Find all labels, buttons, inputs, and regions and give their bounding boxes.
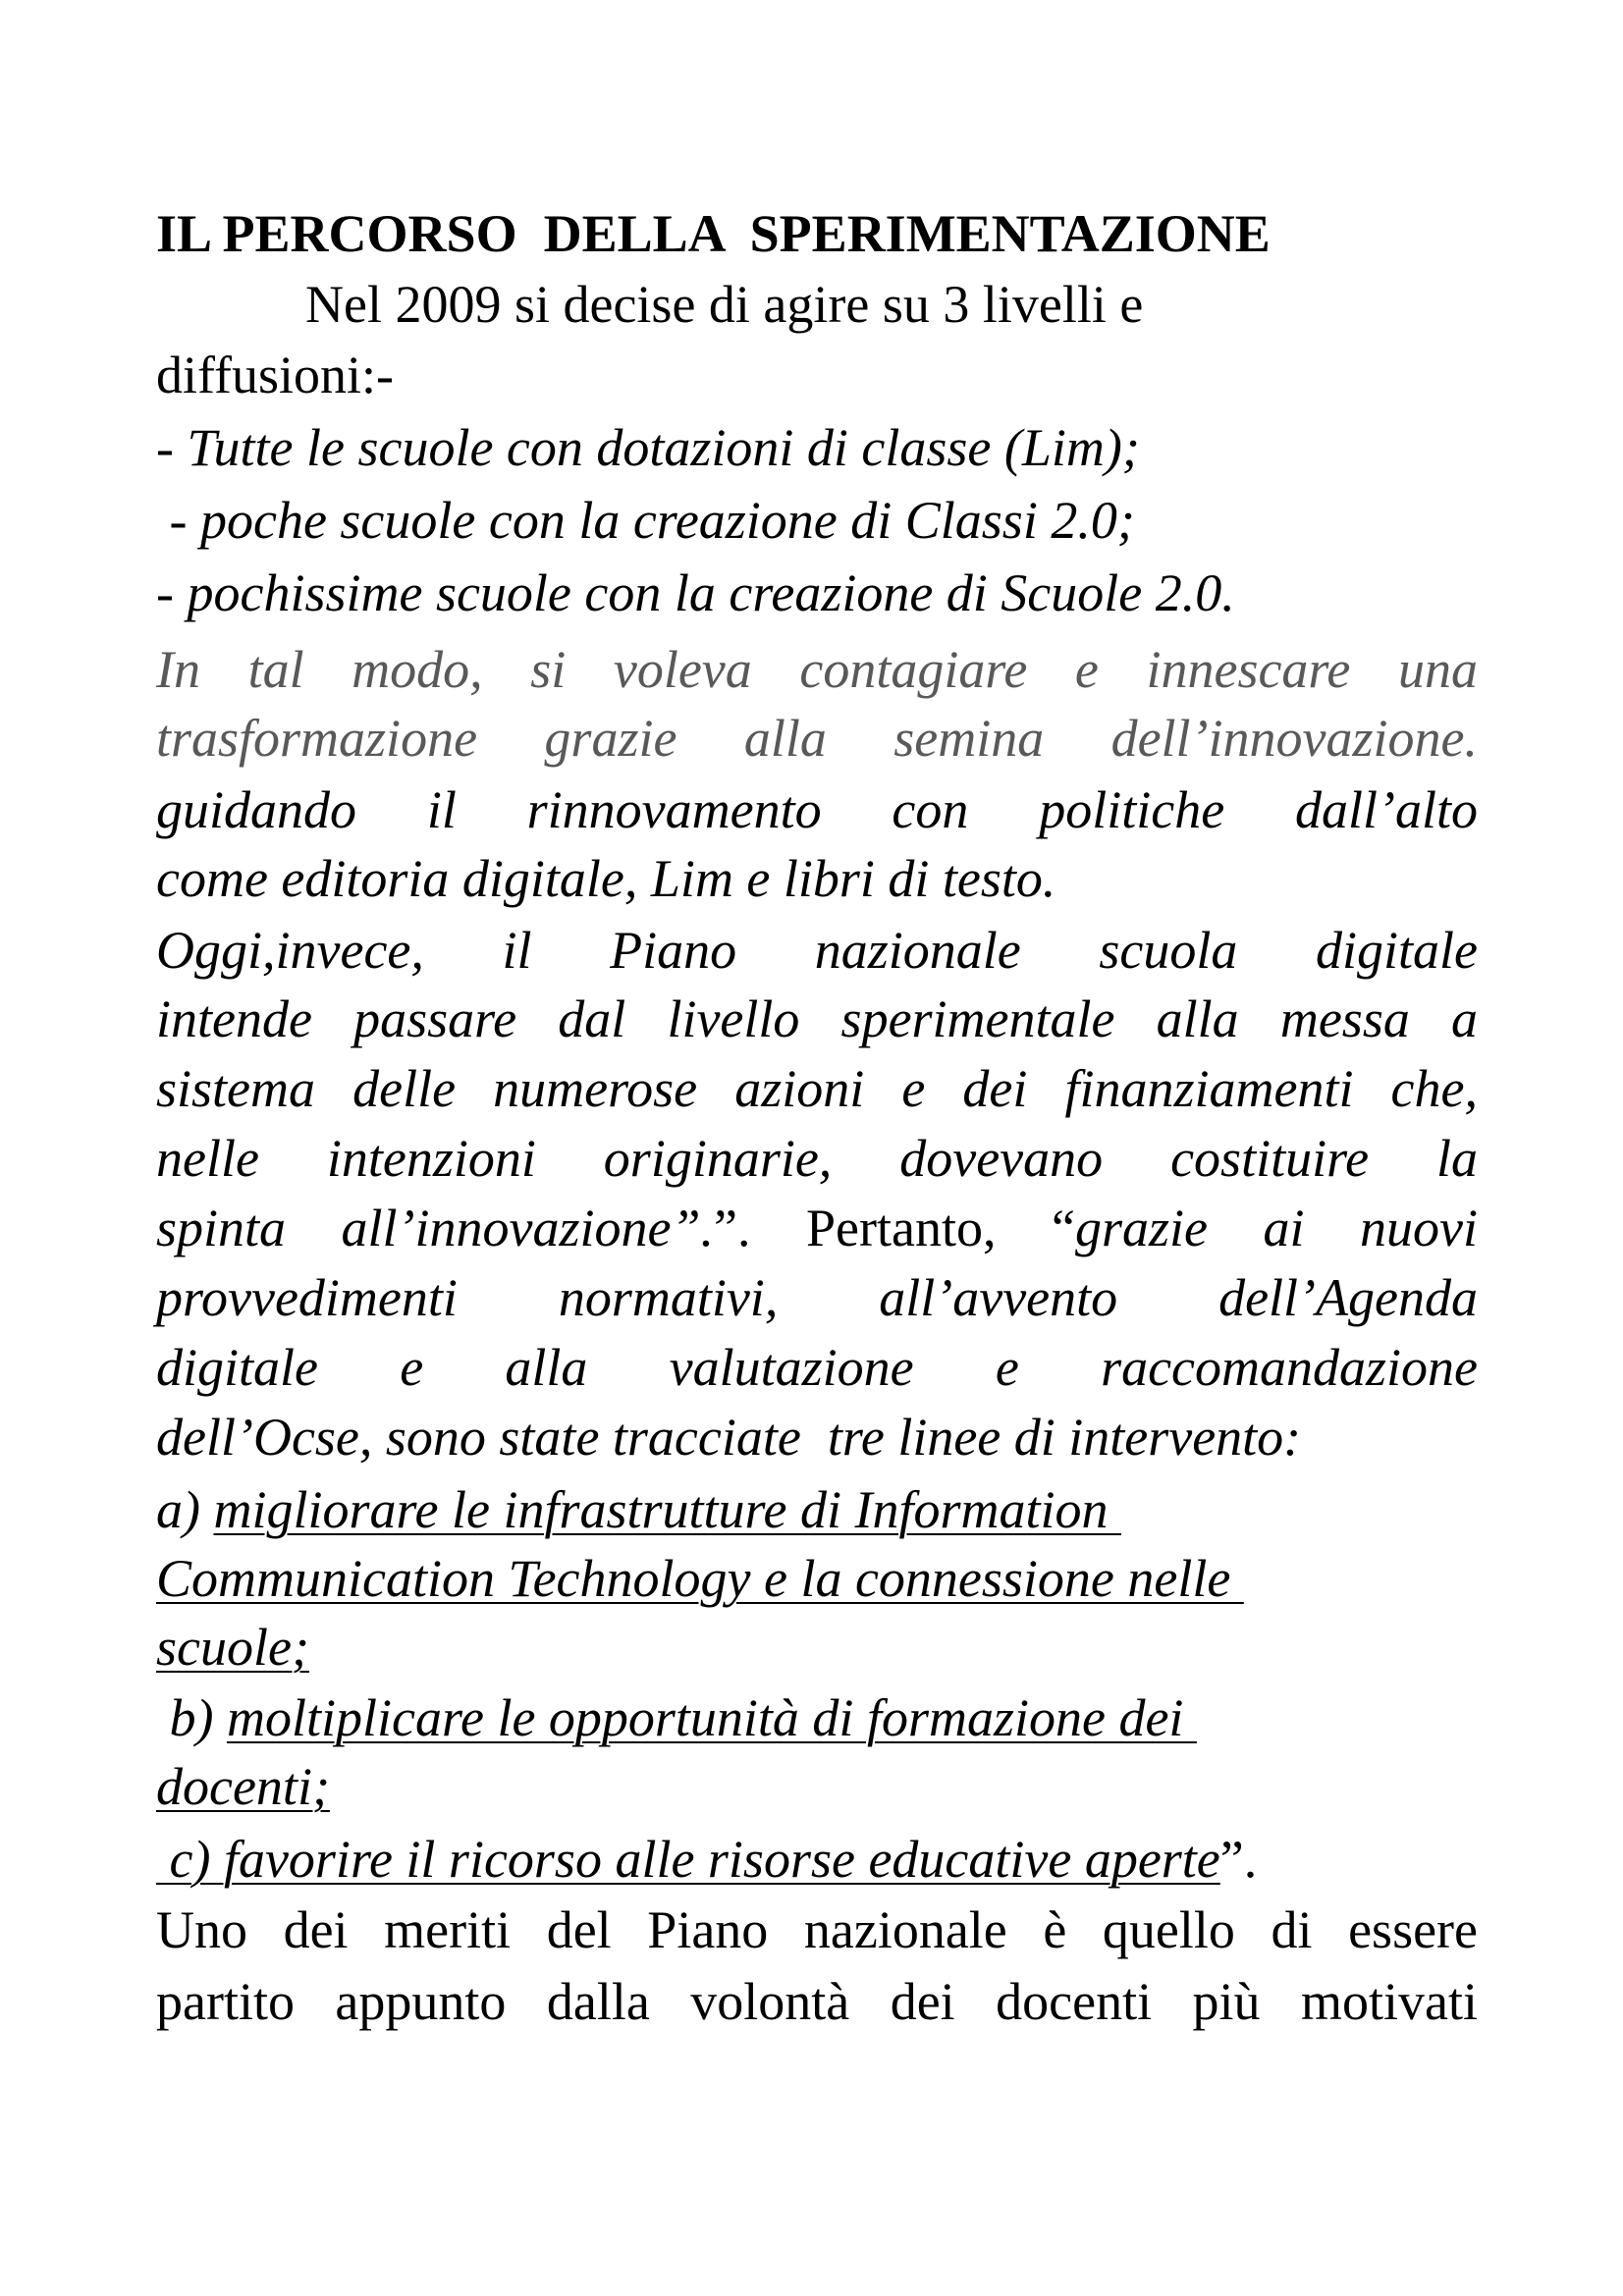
list-item-b-text: moltiplicare le opportunità di formazione dei — [226, 1688, 1197, 1747]
bullet-item: - Tutte le scuole con dotazioni di classe (Lim); — [156, 418, 1140, 477]
list-item-a-continuation: scuole; — [156, 1618, 309, 1677]
bullet-item: - poche scuole con la creazione di Classi 2.0; — [156, 491, 1135, 550]
list-item-a-continuation: Communication Technology e la connessione nelle — [156, 1549, 1244, 1608]
paragraph-line: guidando il rinnovamento con politiche dall’alto — [156, 780, 1478, 839]
paragraph-line: Oggi,invece, il Piano nazionale scuola digitale — [156, 921, 1478, 980]
list-item-a — [156, 1478, 1121, 1541]
spinta-italic-text-2: grazie ai nuovi — [1074, 1199, 1478, 1257]
list-item-c-suffix: ”. — [1219, 1830, 1258, 1889]
paragraph-line: provvedimenti normativi, all’avvento dell’Agenda — [156, 1268, 1478, 1327]
intro-line: diffusioni:- — [156, 346, 394, 404]
spinta-italic-text: spinta all’innovazione”. — [156, 1199, 715, 1257]
list-item-a-text: migliorare le infrastrutture di Information — [213, 1480, 1121, 1539]
paragraph-line: nelle intenzioni originarie, dovevano costituire la — [156, 1129, 1478, 1188]
list-item-c — [156, 1828, 1257, 1891]
grey-paragraph-line: In tal modo, si voleva contagiare e innescare una — [156, 640, 1478, 699]
paragraph-line: come editoria digitale, Lim e libri di testo. — [156, 849, 1056, 908]
list-item-a-prefix: a) — [156, 1480, 214, 1539]
grey-paragraph-line: trasformazione grazie alla semina dell’innovazione. — [156, 709, 1478, 768]
closing-line: Uno dei meriti del Piano nazionale è quello di essere — [156, 1900, 1478, 1959]
list-item-b — [156, 1686, 1197, 1749]
list-item-c-text: c) favorire il ricorso alle risorse educative aperte — [156, 1830, 1220, 1889]
spinta-plain-text: ”. Pertanto, “ — [714, 1199, 1075, 1257]
list-item-b-prefix: b) — [156, 1688, 227, 1747]
bullet-item: - pochissime scuole con la creazione di Scuole 2.0. — [156, 563, 1235, 622]
intro-line: Nel 2009 si decise di agire su 3 livelli e — [305, 275, 1144, 334]
paragraph-line: digitale e alla valutazione e raccomandazione — [156, 1338, 1478, 1397]
closing-line: partito appunto dalla volontà dei docenti più motivati — [156, 1972, 1478, 2031]
list-item-b-continuation: docenti; — [156, 1757, 330, 1816]
document-title: IL PERCORSO DELLA SPERIMENTAZIONE — [156, 204, 1271, 263]
spinta-line — [156, 1197, 1478, 1259]
paragraph-line: intende passare dal livello sperimentale alla messa a — [156, 989, 1478, 1048]
paragraph-line: dell’Ocse, sono state tracciate tre linee di intervento: — [156, 1408, 1302, 1467]
paragraph-line: sistema delle numerose azioni e dei finanziamenti che, — [156, 1059, 1478, 1118]
